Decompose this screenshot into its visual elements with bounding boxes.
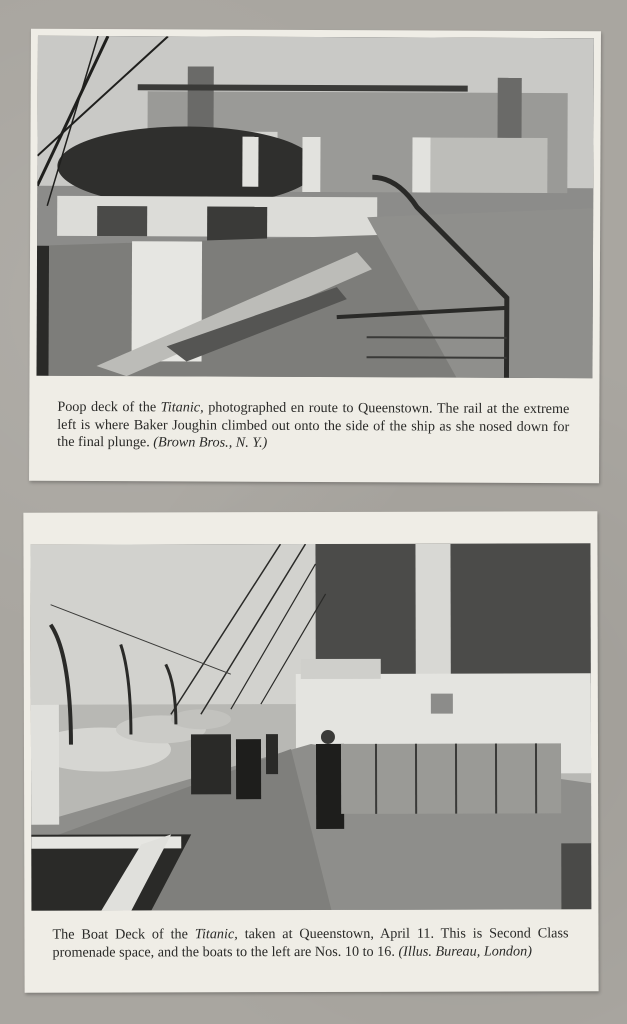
poop-deck-photo	[36, 36, 593, 378]
photo-credit: (Brown Bros., N. Y.)	[153, 434, 268, 451]
photo-credit: (Illus. Bureau, London)	[398, 943, 532, 960]
caption-text-end: photographed en route to Queenstown. The rail at the extreme left is where Baker Joughin climbed out onto the side of the ship as she nosed down for the final plunge.	[57, 399, 570, 451]
ship-name: Titanic,	[160, 399, 204, 416]
poop-deck-caption	[57, 399, 569, 454]
clipping-boat-deck	[23, 511, 598, 993]
poop-deck-photo-drawing	[36, 36, 593, 378]
ship-name: Titanic,	[194, 926, 238, 943]
caption-text-end: taken at Queenstown, April 11. This is Second Class promenade space, and the boats to the left are Nos. 10 to 16.	[52, 925, 569, 961]
boat-deck-caption	[52, 925, 568, 962]
caption-text-start: Poop deck of the	[57, 398, 161, 416]
caption-text-start: The Boat Deck of the	[52, 926, 195, 943]
boat-deck-photo-drawing	[30, 543, 591, 910]
boat-deck-photo	[30, 543, 591, 910]
clipping-poop-deck	[29, 29, 601, 483]
